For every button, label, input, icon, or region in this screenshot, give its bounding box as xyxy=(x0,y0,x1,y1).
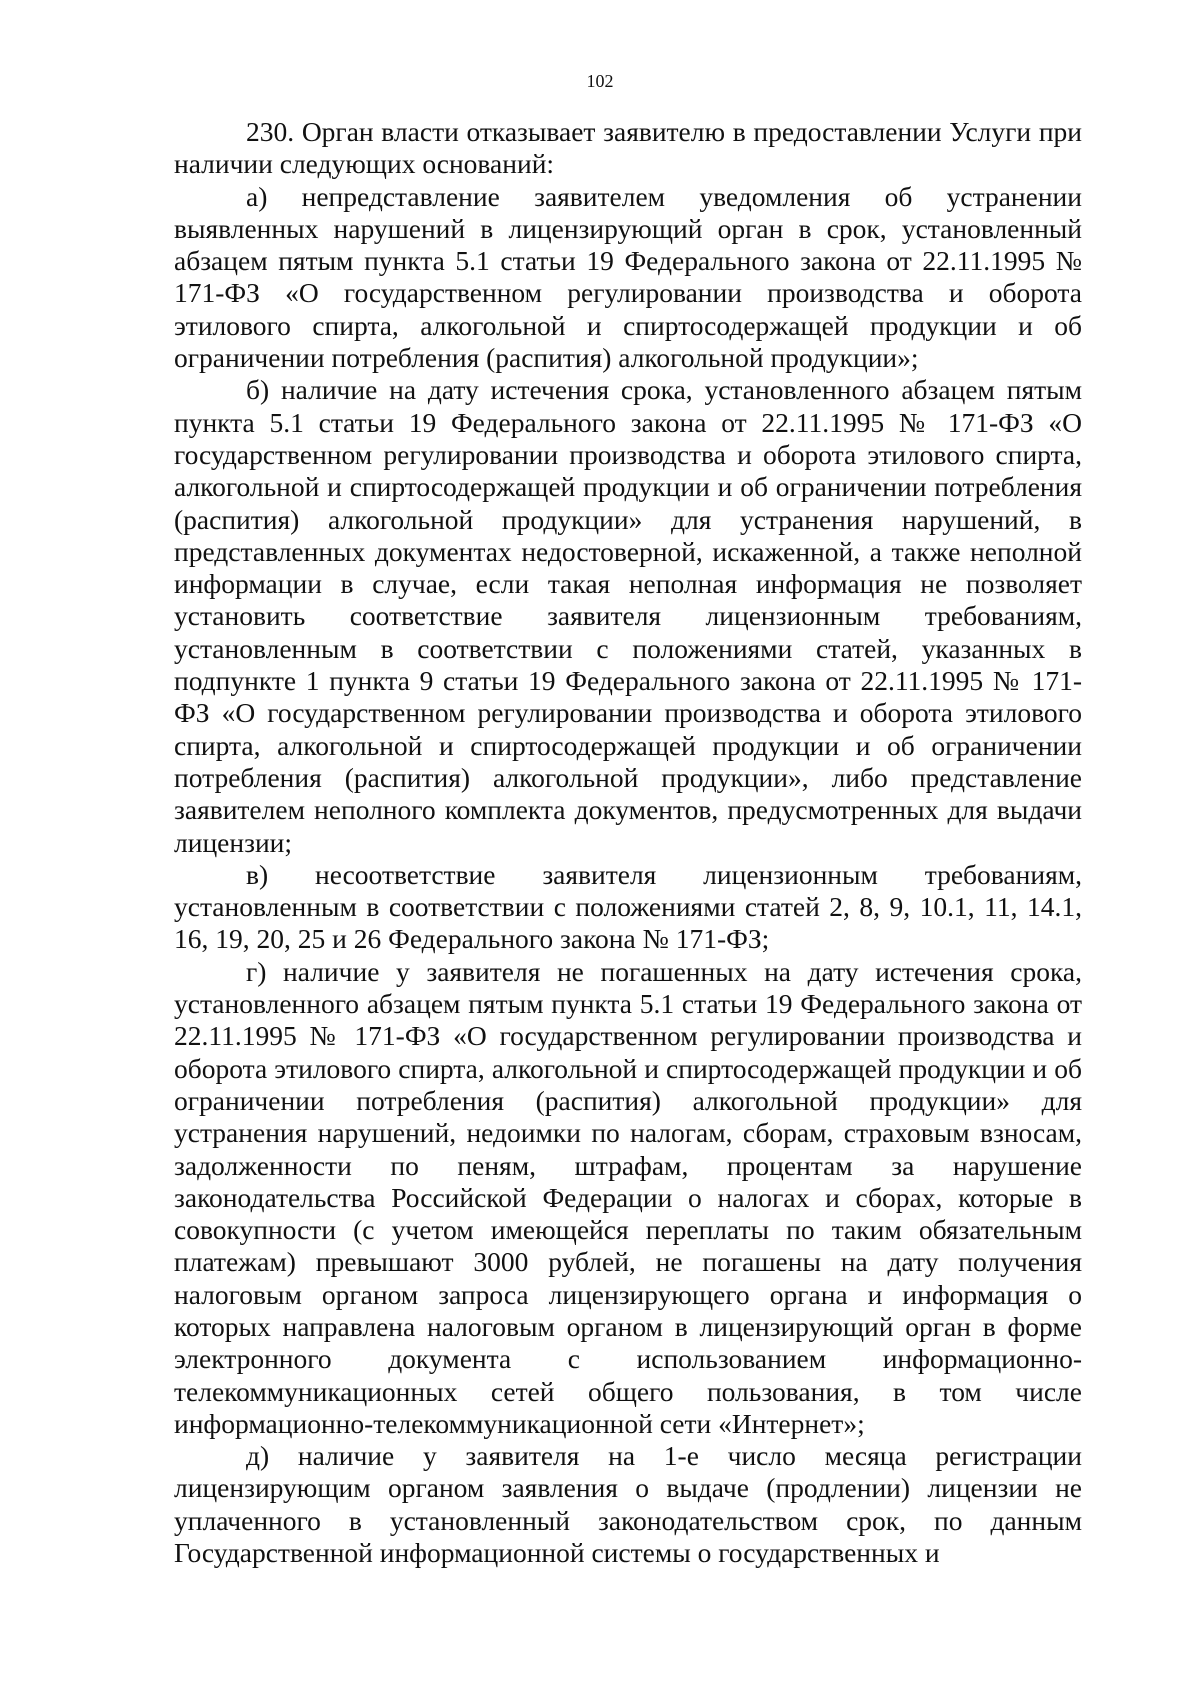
page-number: 102 xyxy=(586,71,614,91)
paragraph-230-intro: 230. Орган власти отказывает заявителю в предоставлении Услуги при наличии следующих оснований: xyxy=(174,116,1082,180)
paragraph-item-g: г) наличие у заявителя не погашенных на дату истечения срока, установленного абзацем пятым пункта 5.1 статьи 19 Федерального закона от 22.11.1995 № 171-ФЗ «О государственном регулировании производства и оборота этилового спирта, алкогольной и спиртосодержащей продукции и об ограничении потребления (распития) алкогольной продукции» для устранения нарушений, недоимки по налогам, сборам, страховым взносам, задолженности по пеням, штрафам, процентам за нарушение законодательства Российской Федерации о налогах и сборах, которые в совокупности (с учетом имеющейся переплаты по таким обязательным платежам) превышают 3000 рублей, не погашены на дату получения налоговым органом запроса лицензирующего органа и информация о которых направлена налоговым органом в лицензирующий орган в форме электронного документа с использованием информационно-телекоммуникационных сетей общего пользования, в том числе информационно-телекоммуникационной сети «Интернет»; xyxy=(174,955,1082,1439)
paragraph-item-a: а) непредставление заявителем уведомления об устранении выявленных нарушений в лицензирующий орган в срок, установленный абзацем пятым пункта 5.1 статьи 19 Федерального закона от 22.11.1995 № 171-ФЗ «О государственном регулировании производства и оборота этилового спирта, алкогольной и спиртосодержащей продукции и об ограничении потребления (распития) алкогольной продукции»; xyxy=(174,180,1082,374)
paragraph-item-v: в) несоответствие заявителя лицензионным требованиям, установленным в соответствии с положениями статей 2, 8, 9, 10.1, 11, 14.1, 16, 19, 20, 25 и 26 Федерального закона № 171-ФЗ; xyxy=(174,858,1082,955)
paragraph-item-b: б) наличие на дату истечения срока, установленного абзацем пятым пункта 5.1 статьи 19 Федерального закона от 22.11.1995 № 171-ФЗ «О государственном регулировании производства и оборота этилового спирта, алкогольной и спиртосодержащей продукции и об ограничении потребления (распития) алкогольной продукции» для устранения нарушений, в представленных документах недостоверной, искаженной, а также неполной информации в случае, если такая неполная информация не позволяет установить соответствие заявителя лицензионным требованиям, установленным в соответствии с положениями статей, указанных в подпункте 1 пункта 9 статьи 19 Федерального закона от 22.11.1995 № 171-ФЗ «О государственном регулировании производства и оборота этилового спирта, алкогольной и спиртосодержащей продукции и об ограничении потребления (распития) алкогольной продукции», либо представление заявителем неполного комплекта документов, предусмотренных для выдачи лицензии; xyxy=(174,374,1082,858)
paragraph-item-d: д) наличие у заявителя на 1-е число месяца регистрации лицензирующим органом заявления о выдаче (продлении) лицензии не уплаченного в установленный законодательством срок, по данным Государственной информационной системы о государственных и xyxy=(174,1440,1082,1569)
document-body xyxy=(174,116,1082,1569)
